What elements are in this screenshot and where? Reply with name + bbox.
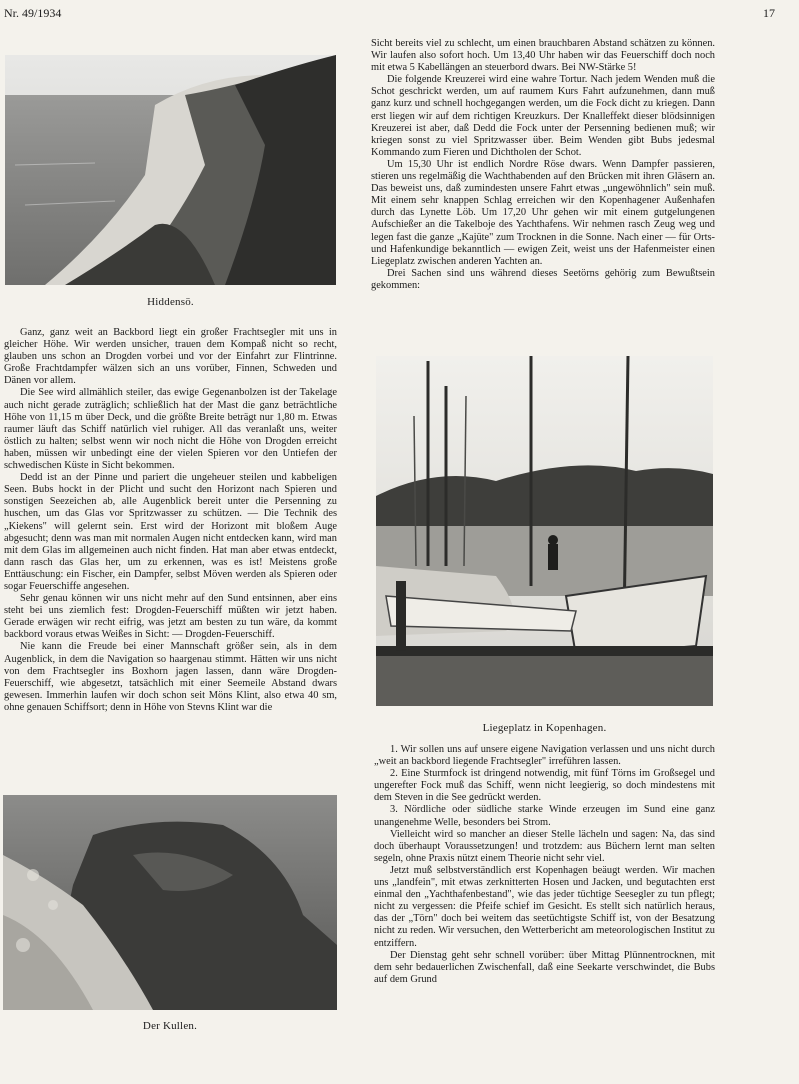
liegeplatz-caption: Liegeplatz in Kopenhagen.: [482, 722, 607, 734]
left-paragraph: Die See wird allmählich steiler, das ewige Gegenanbolzen ist der Takelage auch nicht gerade zuträglich; schließlich hat der Mast die ganz beträchtliche Höhe von 11,15 m über Deck, und die größte Breite beträgt nur 1,80 m. Etwas raumer läuft das Schiff natürlich viel ruhiger. All das veranlaßt uns, weiter östlich zu halten; selbst wenn wir noch nicht die Höhe von Drogden erreicht haben, müssen wir unbedingt eine der vielen Spieren vor den Untiefen der schwedischen Küste in Sicht bekommen.: [4, 387, 337, 472]
hiddensoe-photo: [5, 55, 336, 285]
left-paragraph: Sehr genau können wir uns nicht mehr auf den Sund entsinnen, aber eins steht bei uns ziemlich fest: Drogden-Feuerschiff müßten wir jetzt haben. Gerade erwägen wir recht eifrig, was jetzt am besten zu tun wäre, da kommt backbord voraus etwas Weißes in Sicht: — Drogden-Feuerschiff.: [4, 593, 337, 641]
right-column-bottom: [374, 744, 715, 986]
kullen-photo: [3, 795, 337, 1010]
right-lesson-1: 1. Wir sollen uns auf unsere eigene Navigation verlassen und uns nicht durch „weit an backbord liegende Frachtsegler" irreführen lassen.: [374, 744, 715, 768]
right-paragraph: Sicht bereits viel zu schlecht, um einen brauchbaren Abstand schätzen zu können. Wir laufen also sofort hoch. Um 13,40 Uhr haben wir das Feuerschiff doch noch mit etwa 5 Kabellängen an steuerbord dwars. Bei NW-Stärke 5!: [371, 38, 715, 74]
kullen-image: [3, 795, 337, 1010]
right-paragraph: Drei Sachen sind uns während dieses Seetörns gehörig zum Bewußtsein gekommen:: [371, 267, 715, 291]
liegeplatz-image: [376, 356, 713, 706]
liegeplatz-photo: [376, 356, 713, 706]
page-number: 17: [763, 6, 775, 20]
right-column-top: [371, 38, 715, 292]
left-column: [4, 327, 337, 714]
kullen-caption: Der Kullen.: [142, 1020, 198, 1032]
right-lesson-2: 2. Eine Sturmfock ist dringend notwendig, mit fünf Törns im Großsegel und ungerefter Fock muß das Schiff, wenn nicht leegierig, so doch mindestens mit dem Steven in die See gedrückt werden.: [374, 768, 715, 804]
left-paragraph: Nie kann die Freude bei einer Mannschaft größer sein, als in dem Augenblick, in dem die Navigation so haargenau stimmt. Hätten wir uns nicht von dem Frachtsegler ins Boxhorn jagen lassen, dann wäre Drogden-Feuerschiff, wie abgesetzt, tatsächlich mit einer Seemeile Abstand dwars gewesen. Immerhin laufen wir doch schon seit Möns Klint, also etwa 40 sm, ohne genauen Schiffsort; denn in Höhe von Stevns Klint war die: [4, 641, 337, 713]
hiddensoe-caption: Hiddensö.: [147, 296, 194, 308]
right-paragraph: Um 15,30 Uhr ist endlich Nordre Röse dwars. Wenn Dampfer passieren, stieren uns regelmäßig die Wachthabenden auf den Brücken mit ihren Gläsern an. Das beweist uns, daß zumindesten unsere Fahrt etwas „ungewöhnlich" sein muß. Mit einem sehr knappen Schlag erreichen wir den Kopenhagener Außenhafen durch das Lynette Löb. Um 17,20 Uhr gehen wir mit einem gutgelungenen Aufschießer an die Takelboje des Yachthafens. Wir nehmen rasch Zeug weg und legen fast die ganze „Kajüte" zum Trocknen in die Sonne. Nach einer — für Orts- und Hafenkundige bekanntlich — ewigen Zeit, weist uns der Hafenmeister einen Liegeplatz zwischen anderen Yachten an.: [371, 158, 715, 267]
right-paragraph: Der Dienstag geht sehr schnell vorüber: über Mittag Plünnentrocknen, mit dem sehr bedauerlichen Zwischenfall, daß eine Seekarte verschwindet, die Bubs auf dem Grund: [374, 949, 715, 985]
left-paragraph: Ganz, ganz weit an Backbord liegt ein großer Frachtsegler mit uns in gleicher Höhe. Wir werden unsicher, trauen dem Kompaß nicht so recht, glauben uns schon an Drogden vorbei und vor der Einfahrt zur Flintrinne. Große Frachtdampfer wälzen sich an uns vorüber, Finnen, Schweden und Dänen vor allem.: [4, 327, 337, 387]
issue-number: Nr. 49/1934: [4, 6, 62, 20]
hiddensoe-image: [5, 55, 336, 285]
right-paragraph: Die folgende Kreuzerei wird eine wahre Tortur. Nach jedem Wenden muß die Schot geschrickt werden, um auf raumem Kurs Fahrt aufzunehmen, dann muß ganz kurz und schnell hochgegangen werden, um die Fock dicht zu kriegen. Dann erst liegen wir auf dem richtigen Kreuzkurs. Der Knalleffekt dieser blödsinnigen Kreuzerei ist aber, daß Dedd die Fock unter der Persenning bedienen muß; wir kriegen sonst zu viel Spritzwasser über. Beim Wenden gibt Bubs jedesmal Kommando zum Fieren und Dichtholen der Schot.: [371, 74, 715, 158]
right-lesson-3: 3. Nördliche oder südliche starke Winde erzeugen im Sund eine ganz unangenehme Welle, besonders bei Strom.: [374, 804, 715, 828]
left-paragraph: Dedd ist an der Pinne und pariert die ungeheuer steilen und kabbeligen Seen. Bubs hockt in der Plicht und sucht den Horizont nach Spieren und sonstigen Seezeichen ab, alle Augenblick bereit unter die Persenning zu huschen, um das Glas vor Spritzwasser zu schützen. — Die Technik des „Kiekens" will gelernt sein. Erst wird der Horizont mit bloßem Auge abgesucht; denn was man mit normalen Augen nicht entdecken kann, wird man mit dem Glas im allgemeinen auch nicht finden. Hat man aber etwas entdeckt, dann rasch das Glas her, um zu erkennen, was es ist! Meistens große Enttäuschung: ein Fischer, ein Dampfer, selbst Möven werden als Spieren oder sogar Feuerschiffe angesehen.: [4, 472, 337, 592]
right-paragraph: Jetzt muß selbstverständlich erst Kopenhagen beäugt werden. Wir machen uns „landfein", mit etwas zerknitterten Hosen und Jacken, und begutachten erst einmal den „Yachthafenbestand", wie das jeder tüchtige Seesegler zu tun pflegt; nicht zu vergessen: die Pfeife schief im Gesicht. Es stellt sich natürlich heraus, das der „Törn" doch bei weitem das seetüchtigste Schiff ist, von der Besatzung nicht zu reden. Wir versuchen, den Wetterbericht am meteorologischen Institut zu entziffern.: [374, 864, 715, 949]
right-paragraph: Vielleicht wird so mancher an dieser Stelle lächeln und sagen: Na, das sind doch überhaupt Voraussetzungen! und trotzdem: aus Büchern lernt man selten segeln, ohne Praxis nützt einem Theorie nicht sehr viel.: [374, 828, 715, 864]
